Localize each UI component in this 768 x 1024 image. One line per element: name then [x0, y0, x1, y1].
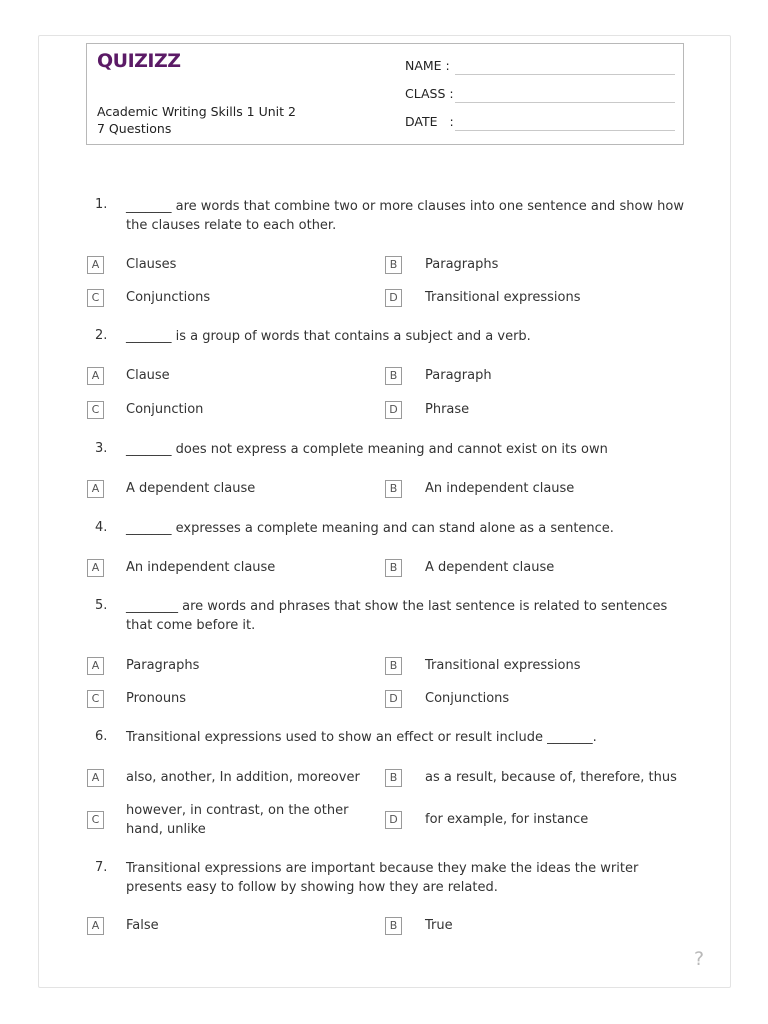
- option-letter[interactable]: B: [385, 480, 402, 498]
- option-text[interactable]: Conjunction: [126, 402, 204, 417]
- question-text: ________ are words and phrases that show the last sentence is related to sentences that come before it.: [126, 599, 668, 633]
- option-text[interactable]: Conjunctions: [126, 290, 211, 305]
- option-text[interactable]: Paragraphs: [425, 257, 499, 272]
- question-text: _______ is a group of words that contains a subject and a verb.: [126, 329, 531, 344]
- option-letter[interactable]: A: [87, 256, 104, 274]
- question-number: 1.: [95, 197, 108, 212]
- option-text[interactable]: Transitional expressions: [425, 658, 581, 673]
- class-label: CLASS :: [405, 86, 454, 101]
- class-line: [455, 102, 675, 103]
- option-letter[interactable]: B: [385, 559, 402, 577]
- option-text[interactable]: Clauses: [126, 257, 177, 272]
- quizizz-logo: QUIZIZZ: [97, 50, 181, 72]
- question-text: _______ are words that combine two or more clauses into one sentence and show how the clauses relate to each other.: [126, 199, 684, 233]
- option-text[interactable]: False: [126, 918, 159, 933]
- worksheet-header: [86, 43, 684, 145]
- option-letter[interactable]: A: [87, 367, 104, 385]
- worksheet-page: [38, 35, 731, 988]
- option-text[interactable]: also, another, In addition, moreover: [126, 770, 360, 785]
- question-number: 5.: [95, 598, 108, 613]
- option-text[interactable]: Paragraph: [425, 368, 492, 383]
- name-line: [455, 74, 675, 75]
- question-number: 2.: [95, 328, 108, 343]
- class-field[interactable]: [405, 86, 675, 104]
- option-letter[interactable]: B: [385, 769, 402, 787]
- option-text[interactable]: Paragraphs: [126, 658, 200, 673]
- option-letter[interactable]: D: [385, 401, 402, 419]
- option-text[interactable]: as a result, because of, therefore, thus: [425, 770, 677, 785]
- option-letter[interactable]: A: [87, 657, 104, 675]
- option-letter[interactable]: D: [385, 811, 402, 829]
- option-letter[interactable]: A: [87, 480, 104, 498]
- option-letter[interactable]: C: [87, 690, 104, 708]
- question-text: _______ does not express a complete meaning and cannot exist on its own: [126, 442, 608, 457]
- option-text[interactable]: however, in contrast, on the other hand, unlike: [126, 803, 349, 837]
- option-letter[interactable]: A: [87, 559, 104, 577]
- option-text[interactable]: for example, for instance: [425, 812, 589, 827]
- question-number: 7.: [95, 860, 108, 875]
- option-text[interactable]: Conjunctions: [425, 691, 510, 706]
- question-number: 4.: [95, 520, 108, 535]
- option-text[interactable]: A dependent clause: [425, 560, 555, 575]
- option-text[interactable]: Pronouns: [126, 691, 187, 706]
- date-field[interactable]: [405, 114, 675, 132]
- option-letter[interactable]: B: [385, 256, 402, 274]
- question-count: 7 Questions: [97, 121, 172, 136]
- name-label: NAME :: [405, 58, 450, 73]
- option-text[interactable]: True: [425, 918, 453, 933]
- option-text[interactable]: Transitional expressions: [425, 290, 581, 305]
- option-text[interactable]: An independent clause: [126, 560, 276, 575]
- question-text: Transitional expressions are important because they make the ideas the writer presents easy to follow by showing how they are related.: [126, 861, 639, 895]
- question-number: 6.: [95, 729, 108, 744]
- option-letter[interactable]: B: [385, 917, 402, 935]
- option-text[interactable]: An independent clause: [425, 481, 575, 496]
- option-text[interactable]: A dependent clause: [126, 481, 256, 496]
- question-mark-icon[interactable]: ?: [694, 948, 705, 970]
- option-letter[interactable]: A: [87, 917, 104, 935]
- option-letter[interactable]: D: [385, 289, 402, 307]
- option-letter[interactable]: B: [385, 367, 402, 385]
- option-text[interactable]: Phrase: [425, 402, 470, 417]
- question-number: 3.: [95, 441, 108, 456]
- name-field[interactable]: [405, 58, 675, 76]
- option-letter[interactable]: D: [385, 690, 402, 708]
- question-text: Transitional expressions used to show an effect or result include _______.: [126, 730, 597, 745]
- option-letter[interactable]: C: [87, 289, 104, 307]
- option-letter[interactable]: C: [87, 811, 104, 829]
- option-letter[interactable]: C: [87, 401, 104, 419]
- option-text[interactable]: Clause: [126, 368, 170, 383]
- date-label: DATE :: [405, 114, 454, 129]
- question-text: _______ expresses a complete meaning and can stand alone as a sentence.: [126, 521, 614, 536]
- option-letter[interactable]: B: [385, 657, 402, 675]
- quiz-title: Academic Writing Skills 1 Unit 2: [97, 104, 296, 119]
- date-line: [455, 130, 675, 131]
- option-letter[interactable]: A: [87, 769, 104, 787]
